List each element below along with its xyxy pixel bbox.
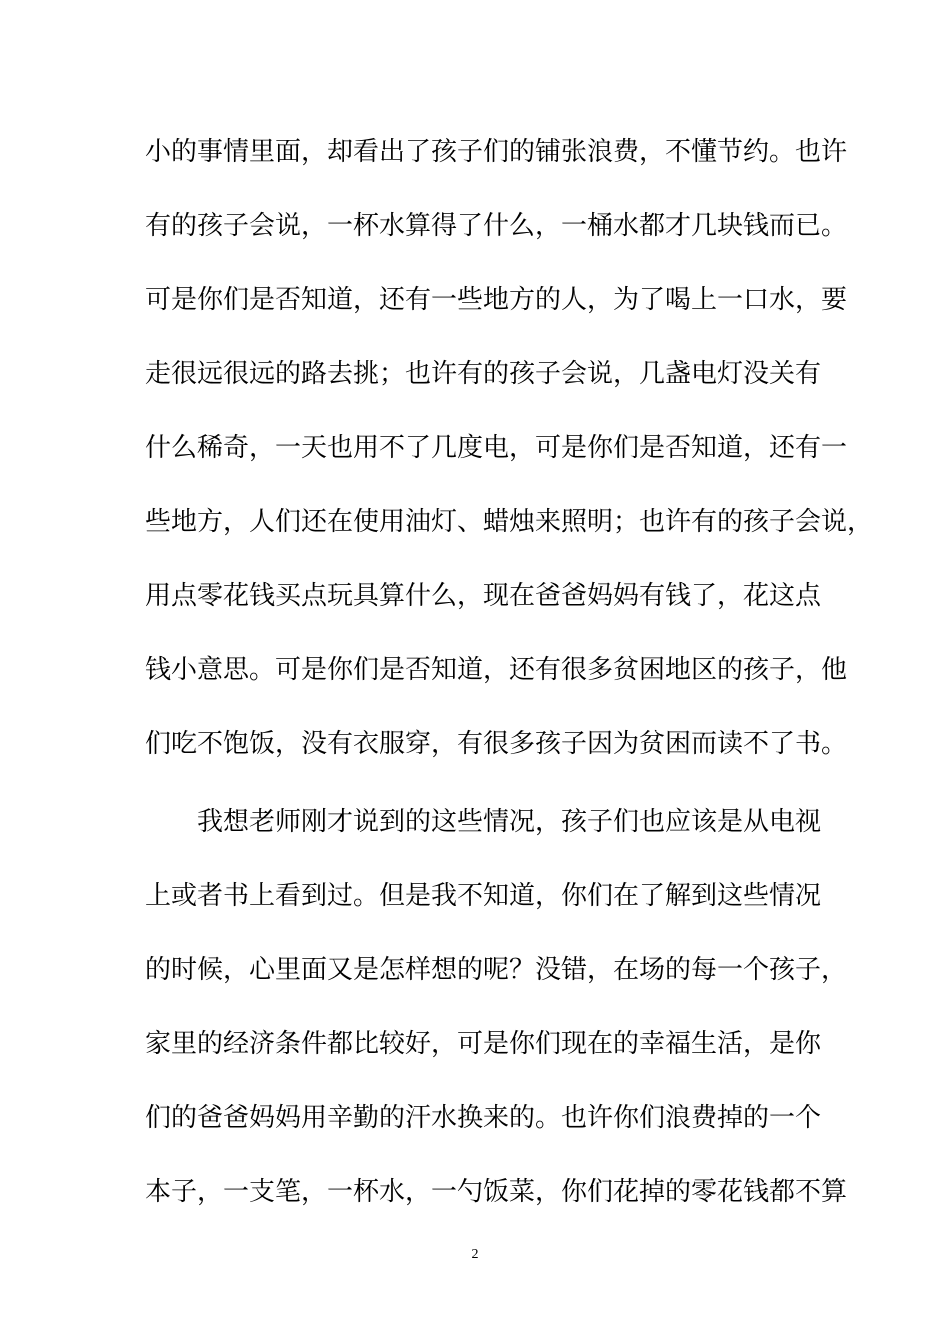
text-line: 什么稀奇，一天也用不了几度电，可是你们是否知道，还有一 — [145, 433, 848, 463]
text-line: 家里的经济条件都比较好，可是你们现在的幸福生活，是你 — [145, 1029, 822, 1059]
text-line: 有的孩子会说，一杯水算得了什么，一桶水都才几块钱而已。 — [145, 211, 848, 241]
text-line: 些地方，人们还在使用油灯、蜡烛来照明；也许有的孩子会说， — [145, 507, 874, 537]
text-line: 用点零花钱买点玩具算什么，现在爸爸妈妈有钱了，花这点 — [145, 581, 822, 611]
page-number: 2 — [471, 1247, 479, 1262]
text-line: 可是你们是否知道，还有一些地方的人，为了喝上一口水，要 — [145, 285, 848, 315]
text-line: 的时候，心里面又是怎样想的呢？没错，在场的每一个孩子， — [145, 955, 848, 985]
text-line: 小的事情里面，却看出了孩子们的铺张浪费，不懂节约。也许 — [145, 137, 848, 167]
text-line: 本子，一支笔，一杯水，一勺饭菜，你们花掉的零花钱都不算 — [145, 1177, 848, 1207]
text-line: 们吃不饱饭，没有衣服穿，有很多孩子因为贫困而读不了书。 — [145, 729, 848, 759]
text-line: 钱小意思。可是你们是否知道，还有很多贫困地区的孩子，他 — [145, 655, 848, 685]
text-line: 上或者书上看到过。但是我不知道，你们在了解到这些情况 — [145, 881, 822, 911]
text-line: 走很远很远的路去挑；也许有的孩子会说，几盏电灯没关有 — [145, 359, 822, 389]
text-line: 们的爸爸妈妈用辛勤的汗水换来的。也许你们浪费掉的一个 — [145, 1103, 822, 1133]
paragraph-first-line: 我想老师刚才说到的这些情况，孩子们也应该是从电视 — [197, 807, 822, 837]
